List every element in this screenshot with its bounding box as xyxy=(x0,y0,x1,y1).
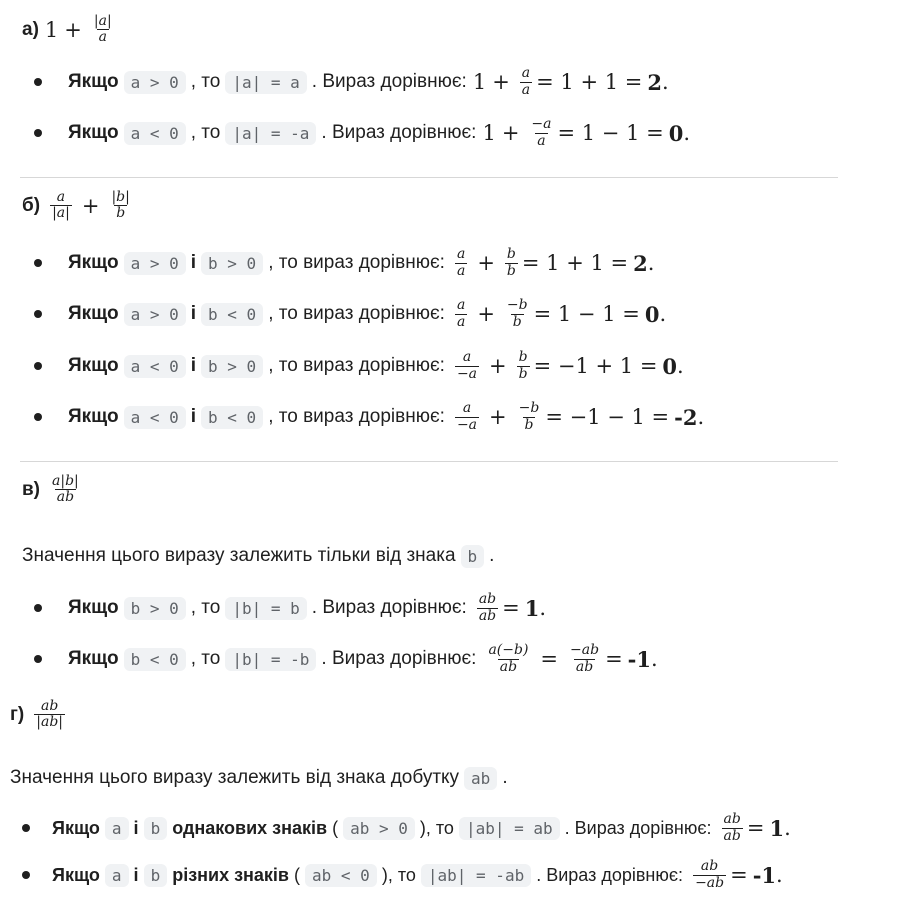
formula-fraction xyxy=(477,592,498,624)
period: . xyxy=(489,545,495,566)
formula-lead: 1 xyxy=(472,70,487,94)
fraction-numerator: a xyxy=(462,349,472,366)
condition-code: a < 0 xyxy=(124,355,186,378)
section-b-formula xyxy=(46,190,136,222)
fraction-numerator: ab xyxy=(700,858,719,875)
formula-fraction xyxy=(568,643,601,675)
fraction-numerator: a(−b) xyxy=(488,642,529,659)
expr-text: , то вираз дорівнює: xyxy=(268,303,445,324)
fraction-numerator: ab xyxy=(478,591,497,608)
section-v-note xyxy=(22,536,494,576)
formula-fraction xyxy=(722,812,743,844)
period: . xyxy=(659,302,667,326)
bullet-icon xyxy=(34,259,42,267)
formula-result: 2 xyxy=(647,69,662,95)
list-item xyxy=(34,294,666,334)
fraction-denominator: a xyxy=(456,313,466,330)
row-formula xyxy=(473,66,669,98)
formula-result: 1 xyxy=(524,595,540,621)
fraction-denominator: b xyxy=(512,313,522,330)
fraction-numerator: a xyxy=(521,65,531,82)
row-formula xyxy=(451,247,654,279)
formula-fraction xyxy=(34,699,65,731)
formula-rest: = −1 − 1 = xyxy=(545,405,670,429)
formula-one: 1 xyxy=(44,17,59,42)
if-label: Якщо xyxy=(68,71,119,92)
if-label: Якщо xyxy=(68,597,119,618)
formula-fraction xyxy=(455,350,479,382)
formula-rest: = 1 − 1 = xyxy=(557,121,664,145)
condition-code: ab < 0 xyxy=(305,864,377,887)
section-v-formula xyxy=(46,474,85,506)
formula-rest: = 1 + 1 = xyxy=(521,251,629,275)
formula-rest: = −1 + 1 = xyxy=(533,354,658,378)
section-g-note xyxy=(10,758,508,798)
fraction-denominator: b xyxy=(524,416,534,433)
then-text: , то xyxy=(425,817,454,838)
abs-code: |ab| = -ab xyxy=(421,864,531,887)
section-g-heading xyxy=(10,699,69,731)
var-code: b xyxy=(144,817,168,840)
formula-lead: 1 xyxy=(482,121,496,145)
note-var-code: ab xyxy=(464,767,497,790)
row-formula: $\frac{ab}{-ab}$ = -1 . xyxy=(695,858,783,891)
bullet-icon xyxy=(34,129,42,137)
bullet-icon xyxy=(22,824,30,832)
if-label: Якщо xyxy=(52,864,100,885)
formula-fraction xyxy=(517,350,530,382)
formula-fraction xyxy=(92,14,114,46)
if-label: Якщо xyxy=(68,355,119,376)
fraction-numerator: |a| xyxy=(93,13,112,29)
list-item xyxy=(34,243,654,283)
section-g-label: г) xyxy=(10,703,25,725)
kind-label: однакових знаків xyxy=(172,817,328,838)
fraction-denominator: |a| xyxy=(52,205,70,222)
fraction-denominator: a xyxy=(521,81,531,98)
abs-code: |a| = -a xyxy=(225,122,316,145)
fraction-denominator: b xyxy=(116,205,126,222)
formula-fraction xyxy=(693,859,726,891)
section-v-label: в) xyxy=(22,478,41,500)
condition-code: b > 0 xyxy=(124,597,186,620)
period: . xyxy=(502,767,508,788)
fraction-numerator: a xyxy=(56,189,66,205)
condition-code: b < 0 xyxy=(201,303,263,326)
condition-code: a > 0 xyxy=(124,252,186,275)
expr-text: , то вираз дорівнює: xyxy=(268,406,445,427)
fraction-numerator: ab xyxy=(723,811,741,828)
expr-text: . Вираз дорівнює: xyxy=(536,864,684,885)
fraction-numerator: b xyxy=(506,246,516,263)
and-label: і xyxy=(133,864,139,885)
list-item xyxy=(34,346,684,386)
formula-fraction xyxy=(455,247,467,279)
fraction-denominator: ab xyxy=(575,658,594,675)
fraction-denominator: −ab xyxy=(695,874,725,891)
bullet-icon xyxy=(34,78,42,86)
period: . xyxy=(662,70,669,94)
if-label: Якщо xyxy=(68,122,119,143)
fraction-numerator: a xyxy=(456,246,466,263)
formula-plus: + xyxy=(477,251,495,275)
period: . xyxy=(647,251,655,275)
formula-plus: + xyxy=(477,302,495,326)
bullet-icon xyxy=(34,655,42,663)
var-code: b xyxy=(144,864,168,887)
kind-label: різних знаків xyxy=(172,864,290,885)
if-label: Якщо xyxy=(68,303,119,324)
section-a-label: а) xyxy=(22,18,39,40)
list-item xyxy=(34,62,669,102)
fraction-denominator: ab xyxy=(56,489,75,506)
var-code: a xyxy=(105,864,129,887)
period: . xyxy=(784,816,791,840)
if-label: Якщо xyxy=(68,252,119,273)
expr-text: . Вираз дорівнює: xyxy=(311,71,467,92)
fraction-denominator: −a xyxy=(456,416,478,433)
fraction-denominator: |ab| xyxy=(36,714,63,731)
formula-result: 0 xyxy=(668,120,684,146)
expr-text: . Вираз дорівнює: xyxy=(321,122,477,143)
if-label: Якщо xyxy=(52,817,100,838)
expr-text: . Вираз дорівнює: xyxy=(564,817,712,838)
formula-plus: + xyxy=(489,405,507,429)
abs-code: |ab| = ab xyxy=(459,817,560,840)
formula-equals: = xyxy=(540,647,559,671)
bullet-icon xyxy=(34,604,42,612)
formula-rest: = 1 + 1 = xyxy=(536,70,643,94)
fraction-numerator: ab xyxy=(40,698,59,714)
fraction-denominator: ab xyxy=(499,658,518,675)
and-label: і xyxy=(190,406,197,427)
expr-text: . Вираз дорівнює: xyxy=(321,648,477,669)
note-text: Значення цього виразу залежить тільки від знака xyxy=(22,545,456,566)
formula-fraction xyxy=(520,66,532,98)
condition-code: a < 0 xyxy=(124,122,186,145)
fraction-denominator: a xyxy=(537,132,546,149)
section-b-heading xyxy=(22,190,136,222)
var-code: a xyxy=(105,817,129,840)
fraction-denominator: −a xyxy=(456,365,478,382)
fraction-numerator: −a xyxy=(531,116,552,133)
section-v-heading xyxy=(22,474,85,506)
formula-fraction xyxy=(517,401,542,433)
formula-result: -1 xyxy=(752,862,777,888)
fraction-numerator: −b xyxy=(518,400,540,417)
formula-rest: = 1 − 1 = xyxy=(533,302,640,326)
fraction-numerator: −ab xyxy=(570,642,600,659)
row-formula xyxy=(451,298,666,330)
formula-result: 2 xyxy=(633,250,648,276)
period: . xyxy=(539,596,547,620)
then-text: , то xyxy=(190,122,221,143)
condition-code: a < 0 xyxy=(124,406,186,429)
fraction-denominator: a xyxy=(98,29,107,46)
then-text: , то xyxy=(190,71,221,92)
section-a-formula xyxy=(45,14,118,46)
abs-code: |a| = a xyxy=(225,71,306,94)
list-item xyxy=(34,639,658,679)
formula-plus: + xyxy=(81,193,100,218)
bullet-icon xyxy=(34,310,42,318)
expr-text: , то вираз дорівнює: xyxy=(268,355,445,376)
fraction-numerator: b xyxy=(518,349,528,366)
fraction-numerator: a|b| xyxy=(52,473,79,489)
fraction-numerator: −b xyxy=(506,297,528,314)
formula-fraction xyxy=(505,247,518,279)
formula-fraction xyxy=(529,117,553,149)
if-label: Якщо xyxy=(68,406,119,427)
fraction-denominator: ab xyxy=(478,607,497,624)
then-text: , то xyxy=(190,648,221,669)
formula-fraction xyxy=(455,401,479,433)
condition-code: a > 0 xyxy=(124,303,186,326)
period: . xyxy=(776,863,783,887)
formula-fraction xyxy=(109,190,131,222)
bullet-icon xyxy=(34,413,42,421)
formula-result: -2 xyxy=(674,404,698,430)
formula-result: 0 xyxy=(662,353,678,379)
fraction-denominator: ab xyxy=(723,827,741,844)
condition-code: b > 0 xyxy=(201,355,263,378)
note-text: Значення цього виразу залежить від знака добутку xyxy=(10,767,460,788)
list-item: Якщо a і b різних знаків ( ab < 0 ) , то |ab| = -ab . Вираз дорівнює: $\frac{ab}{-ab}$ = -1 . xyxy=(22,855,783,895)
formula-fraction xyxy=(50,474,81,506)
formula-fraction xyxy=(455,298,467,330)
list-item: Якщо a і b однакових знаків ( ab > 0 ) , то |ab| = ab . Вираз дорівнює: $\frac{ab}{ab}$ = 1 . xyxy=(22,808,791,848)
row-formula: $\frac{ab}{ab}$ = 1 . xyxy=(478,591,547,624)
period: . xyxy=(697,405,705,429)
then-text: , то xyxy=(387,864,416,885)
section-divider xyxy=(20,461,838,462)
section-b-label: б) xyxy=(22,194,41,216)
period: . xyxy=(651,647,658,671)
section-g-formula xyxy=(30,699,69,731)
formula-result: 1 xyxy=(769,815,785,841)
row-formula: $\frac{ab}{ab}$ = 1 . xyxy=(723,811,791,844)
bullet-icon xyxy=(22,871,30,879)
and-label: і xyxy=(190,303,197,324)
and-label: і xyxy=(133,817,139,838)
condition-code: ab > 0 xyxy=(343,817,415,840)
fraction-numerator: |b| xyxy=(111,189,130,205)
row-formula xyxy=(451,401,704,433)
section-a-heading xyxy=(22,14,118,46)
if-label: Якщо xyxy=(68,648,119,669)
abs-code: |b| = -b xyxy=(225,648,316,671)
formula-fraction xyxy=(486,643,530,675)
fraction-denominator: a xyxy=(456,262,466,279)
expr-text: . Вираз дорівнює: xyxy=(311,597,467,618)
bullet-icon xyxy=(34,362,42,370)
list-item xyxy=(34,113,690,153)
fraction-numerator: a xyxy=(456,297,466,314)
formula-plus: + xyxy=(501,121,520,145)
formula-plus: + xyxy=(489,354,507,378)
note-var-code: b xyxy=(461,545,485,568)
list-item xyxy=(34,588,546,628)
formula-plus: + xyxy=(492,70,510,94)
condition-code: b < 0 xyxy=(124,648,186,671)
formula-plus: + xyxy=(64,17,82,42)
and-label: і xyxy=(190,252,197,273)
condition-code: a > 0 xyxy=(124,71,186,94)
row-formula xyxy=(451,350,684,382)
row-formula: $\frac{a(-b)}{ab}$ = $\frac{-ab}{ab}$ = -1 . xyxy=(488,642,658,675)
formula-fraction xyxy=(50,190,72,222)
expr-text: , то вираз дорівнює: xyxy=(268,252,445,273)
period: . xyxy=(683,121,691,145)
fraction-numerator: a xyxy=(462,400,472,417)
period: . xyxy=(677,354,684,378)
formula-result: -1 xyxy=(627,646,651,672)
fraction-denominator: b xyxy=(518,365,528,382)
condition-code: b < 0 xyxy=(201,406,263,429)
abs-code: |b| = b xyxy=(225,597,306,620)
section-divider xyxy=(20,177,838,178)
formula-fraction xyxy=(505,298,530,330)
condition-code: b > 0 xyxy=(201,252,263,275)
fraction-denominator: b xyxy=(506,262,516,279)
row-formula xyxy=(482,117,690,149)
and-label: і xyxy=(190,355,197,376)
list-item xyxy=(34,397,704,437)
then-text: , то xyxy=(190,597,221,618)
formula-result: 0 xyxy=(644,301,660,327)
